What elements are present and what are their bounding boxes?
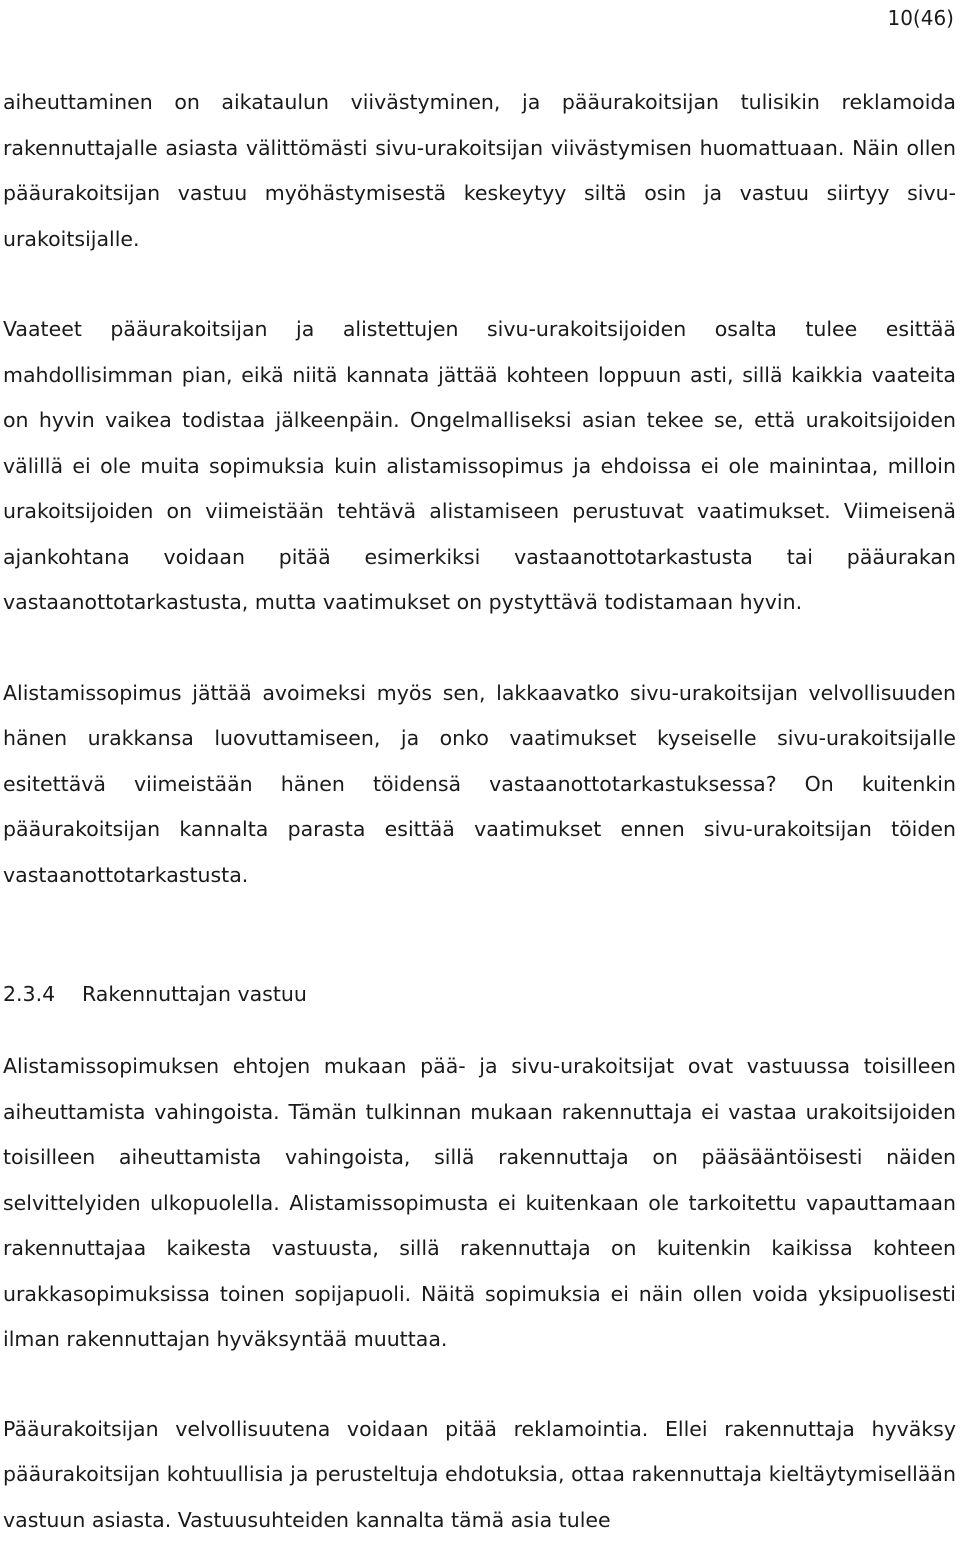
section-number: 2.3.4 — [3, 982, 56, 1006]
document-body — [3, 80, 956, 1543]
page-number: 10(46) — [887, 6, 954, 30]
paragraph: Alistamissopimuksen ehtojen mukaan pää- ja sivu-urakoitsijat ovat vastuussa toisilleen aiheuttamista vahingoista. Tämän tulkinnan mukaan rakennuttaja ei vastaa urakoitsijoiden toisilleen aiheuttamista vahingoista, sillä rakennuttaja on pääsääntöisesti näiden selvittelyiden ulkopuolella. Alistamissopimusta ei kuitenkaan ole tarkoitettu vapauttamaan rakennuttajaa kaikesta vastuusta, sillä rakennuttaja on kuitenkin kaikissa kohteen urakkasopimuksissa toinen sopijapuoli. Näitä sopimuksia ei näin ollen voida yksipuolisesti ilman rakennuttajan hyväksyntää muuttaa. — [3, 1054, 956, 1351]
paragraph: Pääurakoitsijan velvollisuutena voidaan pitää reklamointia. Ellei rakennuttaja hyväksy pääurakoitsijan kohtuullisia ja perusteltuja ehdotuksia, ottaa rakennuttaja kieltäytymisellään vastuun asiasta. Vastuusuhteiden kannalta tämä asia tulee — [3, 1416, 956, 1532]
section-heading — [3, 974, 956, 1014]
paragraph: Vaateet pääurakoitsijan ja alistettujen sivu-urakoitsijoiden osalta tulee esittää mahdollisimman pian, eikä niitä kannata jättää kohteen loppuun asti, sillä kaikkia vaateita on hyvin vaikea todistaa jälkeenpäin. Ongelmalliseksi asian tekee se, että urakoitsijoiden välillä ei ole muita sopimuksia kuin alistamissopimus ja ehdoissa ei ole mainintaa, milloin urakoitsijoiden on viimeistään tehtävä alistamiseen perustuvat vaatimukset. Viimeisenä ajankohtana voidaan pitää esimerkiksi vastaanottotarkastusta tai pääurakan vastaanottotarkastusta, mutta vaatimukset on pystyttävä todistamaan hyvin. — [3, 317, 956, 614]
paragraph: aiheuttaminen on aikataulun viivästyminen, ja pääurakoitsijan tulisikin reklamoida rakennuttajalle asiasta välittömästi sivu-urakoitsijan viivästymisen huomattuaan. Näin ollen pääurakoitsijan vastuu myöhästymisestä keskeytyy siltä osin ja vastuu siirtyy sivu-urakoitsijalle. — [3, 90, 956, 251]
paragraph: Alistamissopimus jättää avoimeksi myös sen, lakkaavatko sivu-urakoitsijan velvollisuuden hänen urakkansa luovuttamiseen, ja onko vaatimukset kyseiselle sivu-urakoitsijalle esitettävä viimeistään hänen töidensä vastaanottotarkastuksessa? On kuitenkin pääurakoitsijan kannalta parasta esittää vaatimukset ennen sivu-urakoitsijan töiden vastaanottotarkastusta. — [3, 680, 956, 887]
section-title: Rakennuttajan vastuu — [82, 982, 307, 1006]
